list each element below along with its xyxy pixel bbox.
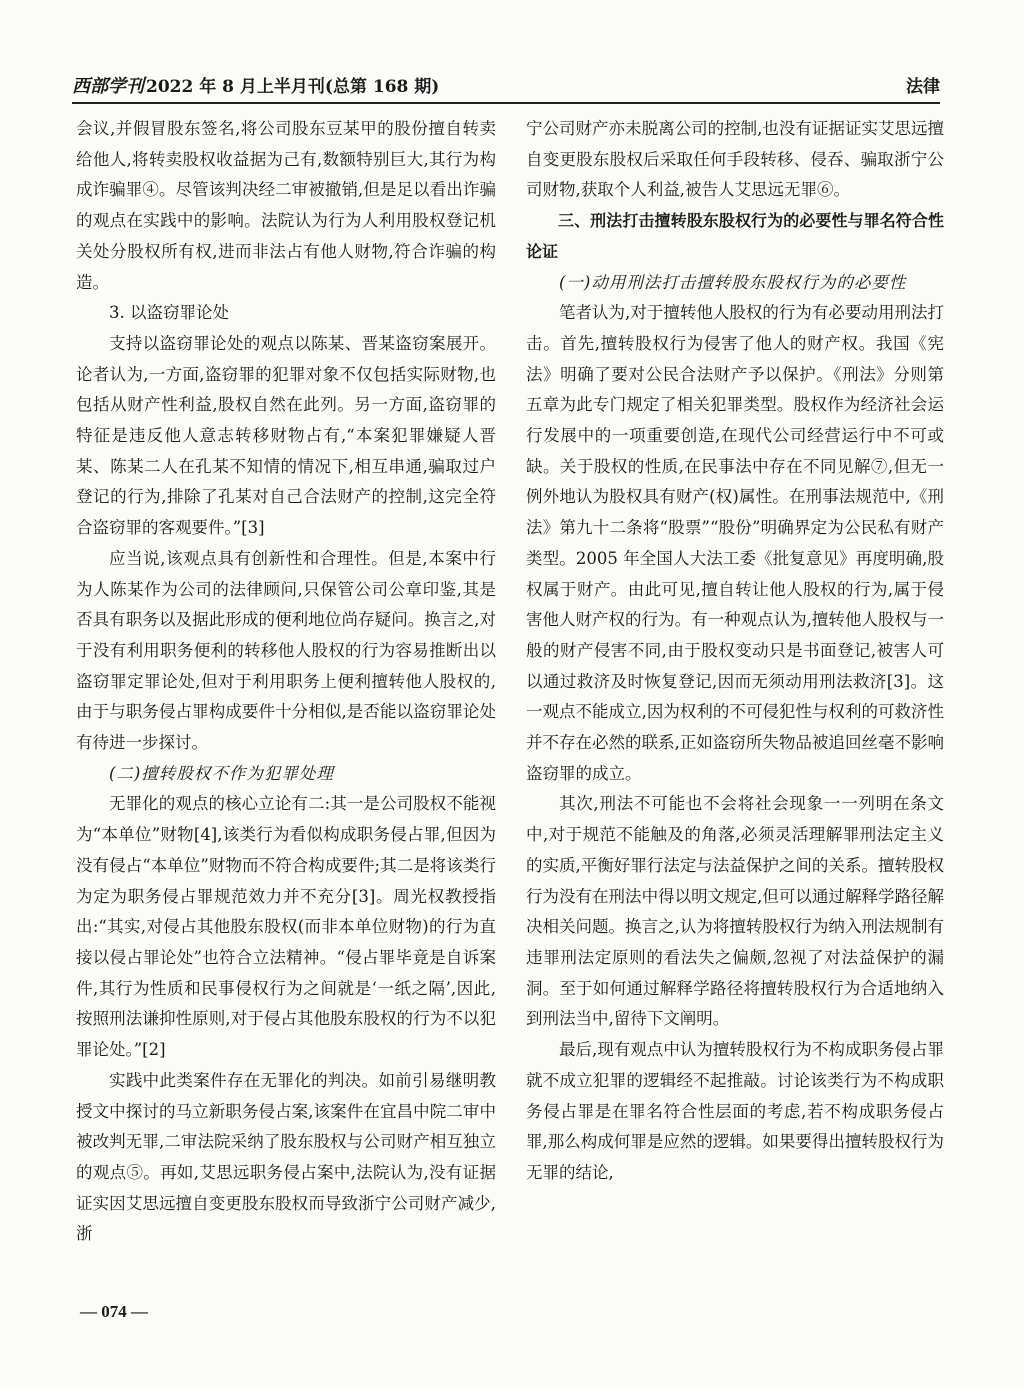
section-heading: 三、刑法打击擅转股东股权行为的必要性与罪名符合性论证 bbox=[526, 211, 944, 261]
paragraph: 宁公司财产亦未脱离公司的控制,也没有证据证实艾思远擅自变更股东股权后采取任何手段转移、侵吞、骗取浙宁公司财物,获取个人利益,被告人艾思远无罪⑥。 bbox=[526, 119, 944, 200]
section-heading: 3. 以盗窃罪论处 bbox=[109, 303, 229, 323]
journal-logo: 西部学刊 bbox=[72, 76, 144, 97]
page-header bbox=[72, 68, 940, 104]
paragraph: 最后,现有观点中认为擅转股权行为不构成职务侵占罪就不成立犯罪的逻辑经不起推敲。讨论该类行为不构成职务侵占罪是在罪名符合性层面的考虑,若不构成职务侵占罪,那么构成何罪是应然的逻辑。如果要得出擅转股权行为无罪的结论, bbox=[526, 1040, 944, 1182]
right-column bbox=[526, 114, 944, 1189]
page-number: — 074 — bbox=[80, 1302, 148, 1321]
left-column bbox=[76, 114, 496, 1250]
journal-info bbox=[72, 72, 439, 98]
paragraph: 无罪化的观点的核心立论有二:其一是公司股权不能视为“本单位”财物[4],该类行为看似构成职务侵占罪,但因为没有侵占“本单位”财物而不符合构成要件;其二是将该类行为定为职务侵占罪规范效力并不充分[3]。周光权教授指出:“其实,对侵占其他股东股权(而非本单位财物)的行为直接以侵占罪论处”也符合立法精神。“侵占罪毕竟是自诉案件,其行为性质和民事侵权行为之间就是‘一纸之隔’,因此,按照刑法谦抑性原则,对于侵占其他股东股权的行为不以犯罪论处。”[2] bbox=[76, 794, 496, 1060]
section-label: 法律 bbox=[906, 77, 940, 97]
issue-label: 2022 年 8 月上半月刊(总第 168 期) bbox=[146, 77, 440, 97]
section-heading: (一)动用刑法打击擅转股东股权行为的必要性 bbox=[559, 272, 907, 292]
paragraph: 笔者认为,对于擅转他人股权的行为有必要动用刑法打击。首先,擅转股权行为侵害了他人的财产权。我国《宪法》明确了要对公民合法财产予以保护。《刑法》分则第五章为此专门规定了相关犯罪类型。股权作为经济社会运行发展中的一项重要创造,在现代公司经营运行中不可或缺。关于股权的性质,在民事法中存在不同见解⑦,但无一例外地认为股权具有财产(权)属性。在刑事法规范中,《刑法》第九十二条将“股票”“股份”明确界定为公民私有财产类型。2005 年全国人大法工委《批复意见》再度明确,股权属于财产。由此可见,擅自转让他人股权的行为,属于侵害他人财产权的行为。有一种观点认为,擅转他人股权与一般的财产侵害不同,由于股权变动只是书面登记,被害人可以通过救济及时恢复登记,因而无须动用刑法救济[3]。这一观点不能成立,因为权利的不可侵犯性与权利的可救济性并不存在必然的联系,正如盗窃所失物品被追回丝毫不影响盗窃罪的成立。 bbox=[526, 303, 944, 783]
paragraph: 应当说,该观点具有创新性和合理性。但是,本案中行为人陈某作为公司的法律顾问,只保管公司公章印鉴,其是否具有职务以及据此形成的便利地位尚存疑问。换言之,对于没有利用职务便利的转移他人股权的行为容易推断出以盗窃罪定罪论处,但对于利用职务上便利擅转他人股权的,由于与职务侵占罪构成要件十分相似,是否能以盗窃罪论处有待进一步探讨。 bbox=[76, 548, 496, 753]
section-heading: (二)擅转股权不作为犯罪处理 bbox=[109, 763, 334, 783]
paragraph: 其次,刑法不可能也不会将社会现象一一列明在条文中,对于规范不能触及的角落,必须灵活理解罪刑法定主义的实质,平衡好罪行法定与法益保护之间的关系。擅转股权行为没有在刑法中得以明文规定,但可以通过解释学路径解决相关问题。换言之,认为将擅转股权行为纳入刑法规制有违罪刑法定原则的看法失之偏颇,忽视了对法益保护的漏洞。至于如何通过解释学路径将擅转股权行为合适地纳入到刑法当中,留待下文阐明。 bbox=[526, 794, 944, 1029]
paragraph: 会议,并假冒股东签名,将公司股东豆某甲的股份擅自转卖给他人,将转卖股权收益据为己有,数额特别巨大,其行为构成诈骗罪④。尽管该判决经二审被撤销,但是足以看出诈骗的观点在实践中的影响。法院认为行为人利用股权登记机关处分股权所有权,进而非法占有他人财物,符合诈骗的构造。 bbox=[76, 119, 496, 292]
paragraph: 实践中此类案件存在无罪化的判决。如前引易继明教授文中探讨的马立新职务侵占案,该案件在宜昌中院二审中被改判无罪,二审法院采纳了股东股权与公司财产相互独立的观点⑤。再如,艾思远职务侵占案中,法院认为,没有证据证实因艾思远擅自变更股东股权而导致浙宁公司财产减少,浙 bbox=[76, 1070, 496, 1244]
paragraph: 支持以盗窃罪论处的观点以陈某、晋某盗窃案展开。论者认为,一方面,盗窃罪的犯罪对象不仅包括实际财物,也包括从财产性利益,股权自然在此列。另一方面,盗窃罪的特征是违反他人意志转移财物占有,“本案犯罪嫌疑人晋某、陈某二人在孔某不知情的情况下,相互串通,骗取过户登记的行为,排除了孔某对自己合法财产的控制,这完全符合盗窃罪的客观要件。”[3] bbox=[76, 333, 496, 538]
